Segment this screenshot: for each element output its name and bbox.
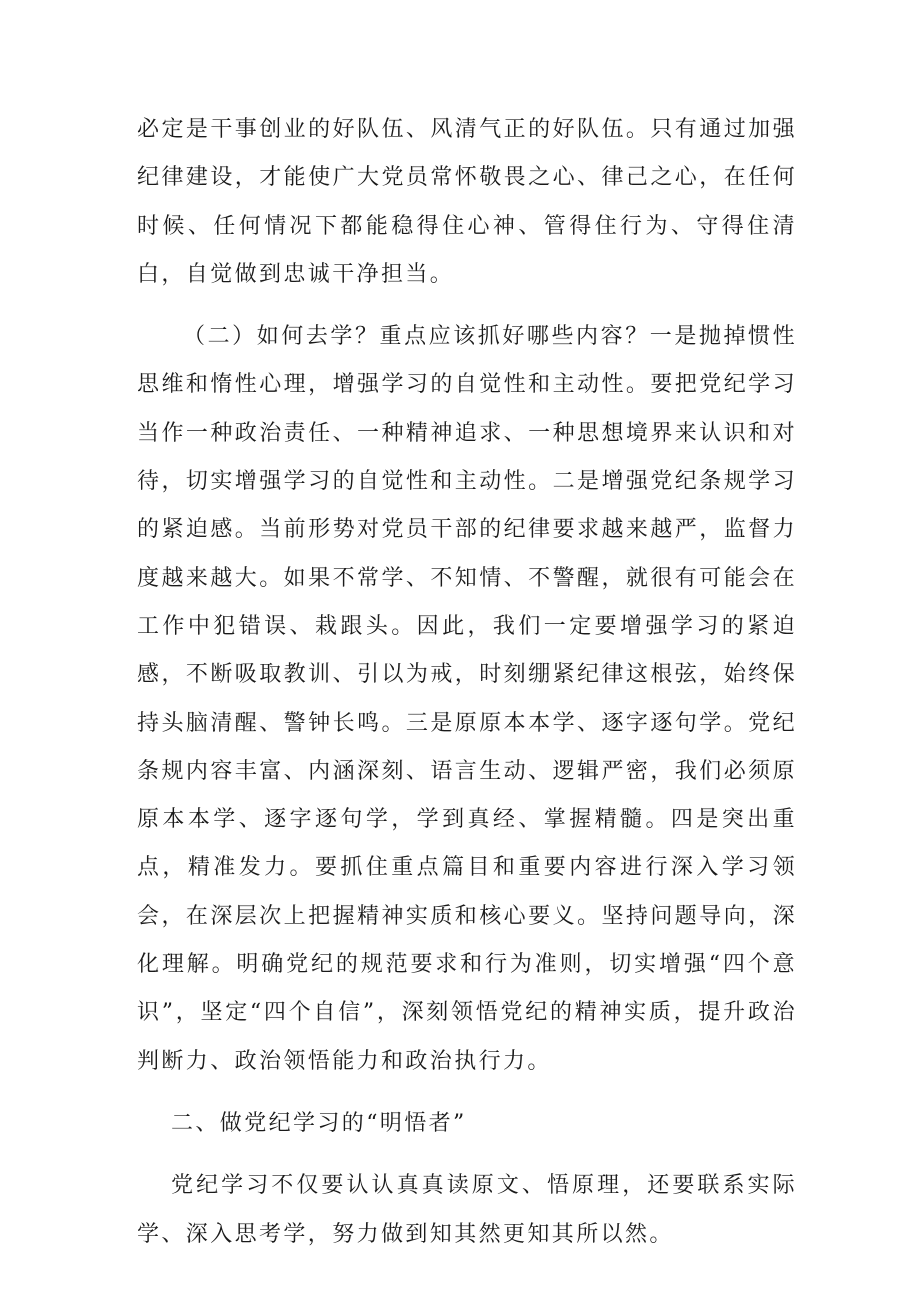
paragraph-how-to-study: （二）如何去学？重点应该抓好哪些内容？一是抛掉惯性思维和惰性心理，增强学习的自觉性和主动性。要把党纪学习当作一种政治责任、一种精神追求、一种思想境界来认识和对待，切实增强学习的自觉性和主动性。二是增强党纪条规学习的紧迫感。当前形势对党员干部的纪律要求越来越严，监督力度越来越大。如果不常学、不知情、不警醒，就很有可能会在工作中犯错误、栽跟头。因此，我们一定要增强学习的紧迫感，不断吸取教训、引以为戒，时刻绷紧纪律这根弦，始终保持头脑清醒、警钟长鸣。三是原原本本学、逐字逐句学。党纪条规内容丰富、内涵深刻、语言生动、逻辑严密，我们必须原原本本学、逐字逐句学，学到真经、掌握精髓。四是突出重点，精准发力。要抓住重点篇目和重要内容进行深入学习领会，在深层次上把握精神实质和核心要义。坚持问题导向，深化理解。明确党纪的规范要求和行为准则，切实增强“四个意识”，坚定“四个自信”，深刻领悟党纪的精神实质，提升政治判断力、政治领悟能力和政治执行力。: [137, 324, 797, 1074]
document-body: [137, 106, 797, 1259]
section-heading: 二、做党纪学习的“明悟者”: [171, 1110, 467, 1136]
paragraph-discipline-building: 必定是干事创业的好队伍、风清气正的好队伍。只有通过加强纪律建设，才能使广大党员常怀敬畏之心、律己之心，在任何时候、任何情况下都能稳得住心神、管得住行为、守得住清白，自觉做到忠诚干净担当。: [137, 117, 797, 287]
paragraph-study-practice: 党纪学习不仅要认认真真读原文、悟原理，还要联系实际学、深入思考学，努力做到知其然更知其所以然。: [137, 1173, 797, 1247]
